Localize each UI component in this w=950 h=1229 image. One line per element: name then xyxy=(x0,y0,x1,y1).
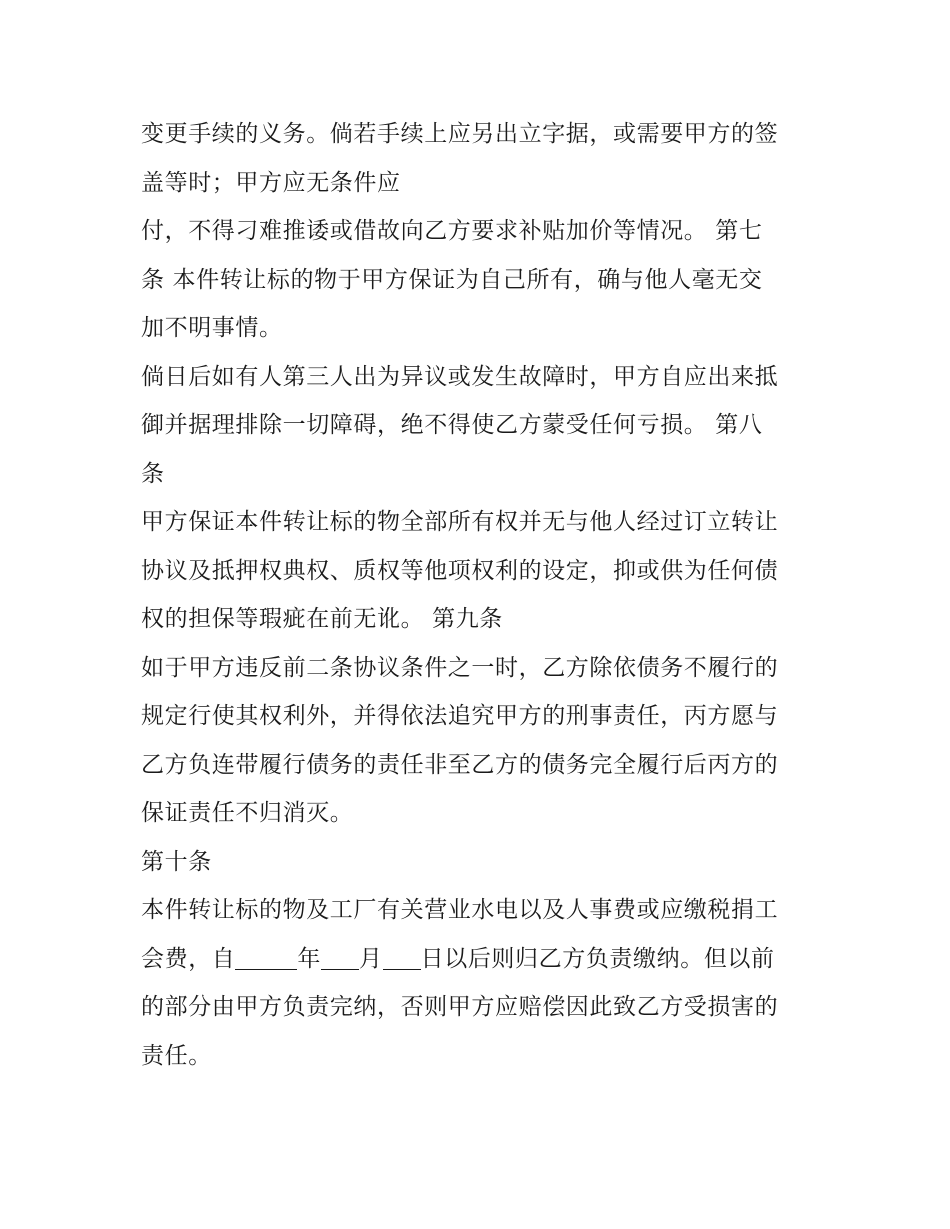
text-line: 本件转让标的物及工厂有关营业水电以及人事费或应缴税捐工 xyxy=(141,897,779,923)
text-line: 协议及抵押权典权、质权等他项权利的设定，抑或供为任何债 xyxy=(141,557,779,584)
month-label: 月 xyxy=(359,945,383,972)
text-line: 加不明事情。 xyxy=(141,315,283,341)
text-line: 盖等时；甲方应无条件应 xyxy=(141,169,401,196)
year-label: 年 xyxy=(297,945,322,972)
text-line: 如于甲方违反前二条协议条件之一时，乙方除依债务不履行的 xyxy=(141,654,779,681)
month-blank xyxy=(321,946,359,970)
date-line-prefix: 会费，自 xyxy=(141,945,236,972)
text-line: 付，不得刁难推诿或借故向乙方要求补贴加价等情况。 第七 xyxy=(141,218,763,244)
text-line: 变更手续的义务。倘若手续上应另出立字据，或需要甲方的签 xyxy=(141,121,779,147)
text-line: 御并据理排除一切障碍，绝不得使乙方蒙受任何亏损。 第八 xyxy=(141,412,763,438)
text-line: 责任。 xyxy=(141,1042,212,1069)
text-line: 条 xyxy=(141,460,165,487)
day-blank xyxy=(383,946,421,970)
text-line: 规定行使其权利外，并得依法追究甲方的刑事责任，丙方愿与 xyxy=(141,703,779,729)
article-heading: 第十条 xyxy=(141,848,212,875)
text-line: 条 本件转让标的物于甲方保证为自己所有，确与他人毫无交 xyxy=(141,266,763,293)
text-line: 保证责任不归消灭。 xyxy=(141,800,354,826)
date-line-suffix: 日以后则归乙方负责缴纳。但以前 xyxy=(420,945,775,972)
text-line: 权的担保等瑕疵在前无讹。 第九条 xyxy=(141,606,503,632)
text-line: 倘日后如有人第三人出为异议或发生故障时，甲方自应出来抵 xyxy=(141,363,779,390)
text-line: 的部分由甲方负责完纳，否则甲方应赔偿因此致乙方受损害的 xyxy=(141,994,779,1020)
date-line xyxy=(141,935,821,984)
document-page xyxy=(141,110,821,1080)
text-line: 乙方负连带履行债务的责任非至乙方的债务完全履行后丙方的 xyxy=(141,751,779,778)
text-line: 甲方保证本件转让标的物全部所有权并无与他人经过订立转让 xyxy=(141,509,779,535)
year-blank xyxy=(235,946,297,970)
